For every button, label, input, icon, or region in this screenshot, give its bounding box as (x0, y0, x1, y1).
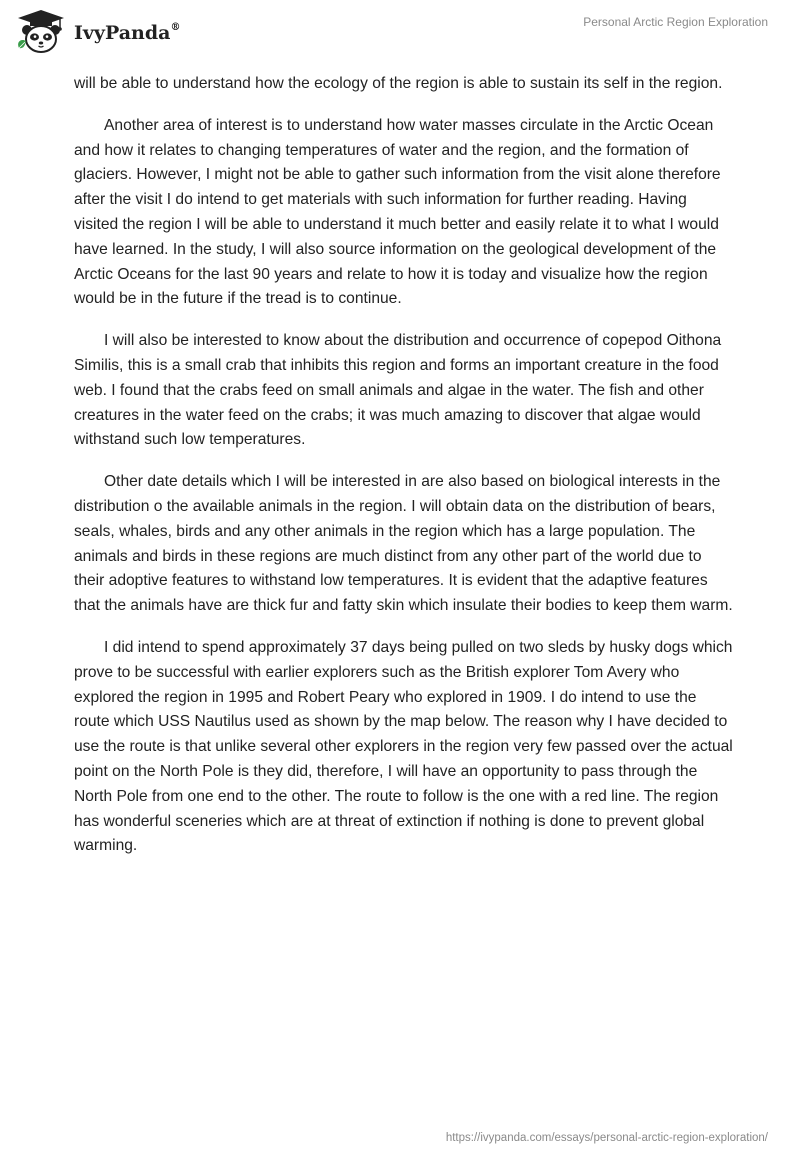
document-title: Personal Arctic Region Exploration (583, 15, 768, 29)
page-header (0, 0, 800, 64)
paragraph-3: I will also be interested to know about the distribution and occurrence of copepod Oithona Similis, this is a small crab that inhibits this region and forms an important creature in the food web. I found that the crabs feed on small animals and algae in the water. The fish and other creatures in the water feed on the crabs; it was much amazing to discover that algae would withstand such low temperatures. (74, 332, 722, 449)
paragraph-4: Other date details which I will be interested in are also based on biological interests in the distribution o the available animals in the region. I will obtain data on the distribution of bears, seals, whales, birds and any other animals in the region which has a large population. The animals and birds in these regions are much distinct from any other part of the world due to their adoptive features to withstand low temperatures. It is evident that the adaptive features that the animals have are thick fur and fatty skin which insulate their bodies to keep them warm. (74, 473, 733, 615)
brand-name-text: IvyPanda (74, 22, 171, 44)
essay-body (74, 72, 734, 876)
paragraph-5: I did intend to spend approximately 37 days being pulled on two sleds by husky dogs which prove to be successful with earlier explorers such as the British explorer Tom Avery who explored the region in 1995 and Robert Peary who explored in 1909. I do intend to use the route which USS Nautilus used as shown by the map below. The reason why I have decided to use the route is that unlike several other explorers in the region very few passed over the actual point on the North Pole is they did, therefore, I will have an opportunity to pass through the North Pole from one end to the other. The route to follow is the one with a red line. The region has wonderful sceneries which are at threat of extinction if nothing is done to prevent global warming. (74, 638, 733, 855)
brand-name (74, 22, 180, 44)
paragraph-1: will be able to understand how the ecology of the region is able to sustain its self in the region. (74, 75, 723, 92)
panda-graduate-icon (14, 8, 68, 56)
ivypanda-logo[interactable] (14, 8, 194, 56)
registered-mark: ® (170, 21, 181, 33)
source-url-link[interactable]: https://ivypanda.com/essays/personal-arctic-region-exploration/ (445, 1132, 768, 1144)
paragraph-2: Another area of interest is to understand how water masses circulate in the Arctic Ocean and how it relates to changing temperatures of water and the region, and the formation of glaciers. However, I might not be able to gather such information from the visit alone therefore after the visit I do intend to get materials with such information for further reading. Having visited the region I will be able to understand it much better and easily relate it to what I would have learned. In the study, I will also source information on the geological development of the Arctic Oceans for the last 90 years and relate to how it is today and visualize how the region would be in the future if the tread is to continue. (74, 116, 721, 308)
